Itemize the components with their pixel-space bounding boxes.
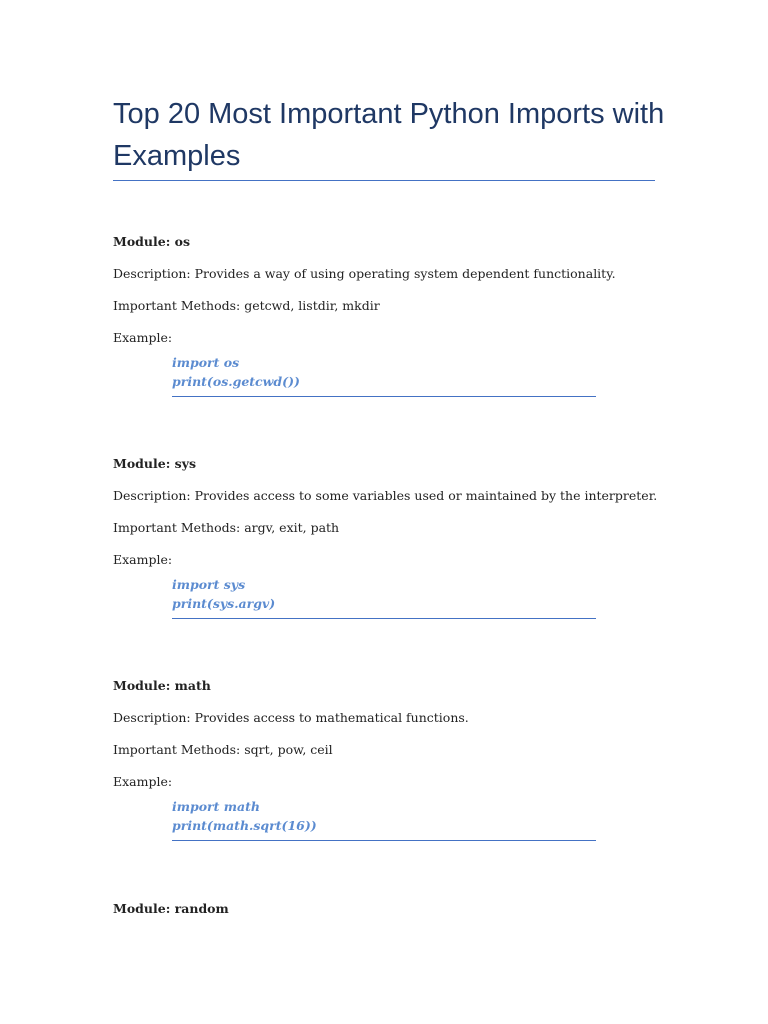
module-methods: Important Methods: getcwd, listdir, mkdir	[113, 298, 380, 313]
module-heading: Module: sys	[113, 456, 197, 471]
code-line: import sys	[172, 577, 246, 592]
module-heading: Module: os	[113, 234, 191, 249]
module-description: Description: Provides access to mathematical functions.	[113, 710, 469, 725]
code-example	[172, 798, 596, 841]
module-heading: Module: math	[113, 678, 211, 693]
example-label: Example:	[113, 774, 173, 789]
code-line: print(math.sqrt(16))	[172, 818, 317, 833]
page-title: Top 20 Most Important Python Imports with Examples	[113, 98, 665, 172]
title-underline	[113, 180, 655, 181]
module-methods: Important Methods: argv, exit, path	[113, 520, 340, 535]
code-example	[172, 354, 596, 397]
module-heading: Module: random	[113, 901, 229, 916]
code-line: print(os.getcwd())	[172, 374, 300, 389]
code-line: import os	[172, 355, 240, 370]
module-description: Description: Provides a way of using operating system dependent functionality.	[113, 266, 616, 281]
module-methods: Important Methods: sqrt, pow, ceil	[113, 742, 333, 757]
code-line: import math	[172, 799, 260, 814]
code-line: print(sys.argv)	[172, 596, 276, 611]
code-example	[172, 576, 596, 619]
example-label: Example:	[113, 330, 173, 345]
module-description: Description: Provides access to some variables used or maintained by the interpreter.	[113, 488, 658, 503]
example-label: Example:	[113, 552, 173, 567]
